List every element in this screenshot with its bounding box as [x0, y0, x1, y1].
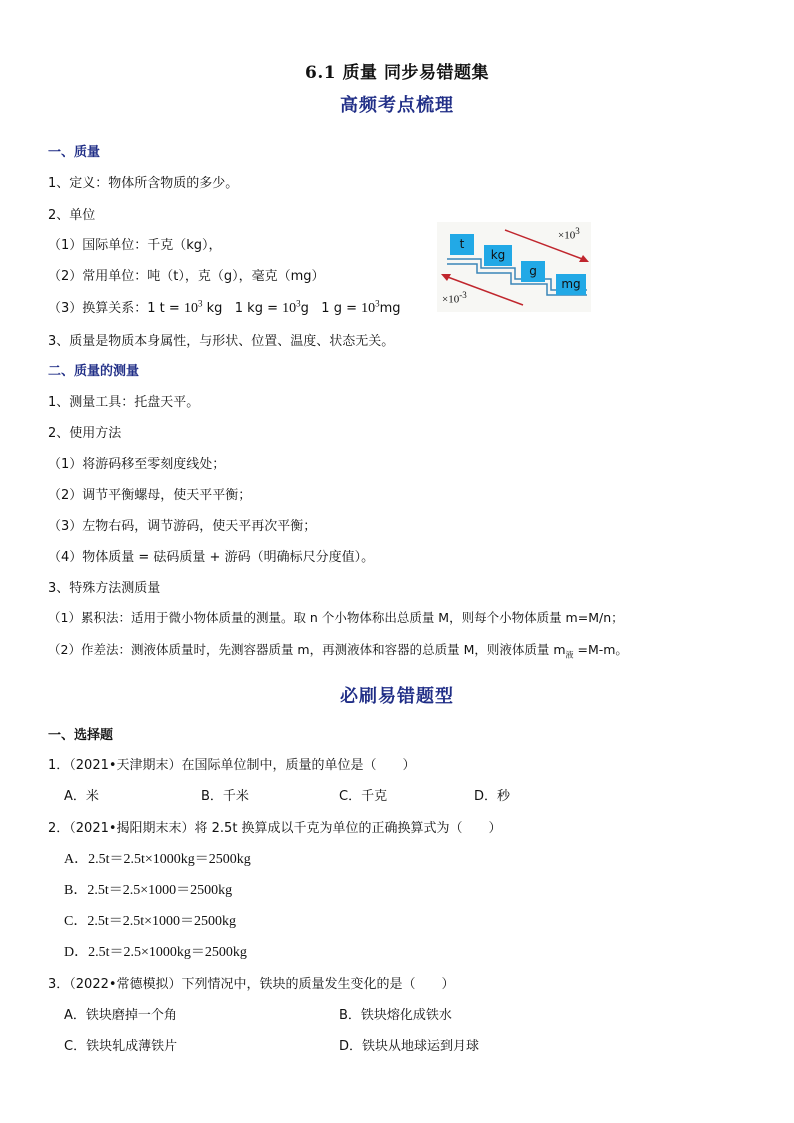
- multiply-label-base: ×10: [558, 229, 576, 242]
- difference-method-end: =M-m。: [573, 642, 628, 657]
- question-3-option-c: C．铁块轧成薄铁片: [64, 1039, 178, 1054]
- question-3-option-a: A．铁块磨掉一个角: [64, 1008, 177, 1023]
- conversion-kg: 1 kg =: [234, 301, 283, 316]
- page-title: 6.1 质量 同步易错题集: [305, 63, 489, 83]
- section-title-key-points: 高频考点梳理: [340, 95, 454, 116]
- section-heading-mass: 一、质量: [48, 145, 101, 160]
- unit-box-kg: kg: [484, 245, 512, 266]
- multiply-label-exp: 3: [575, 226, 580, 236]
- special-method-heading: 3、特殊方法测质量: [48, 581, 161, 596]
- step-1: （1）将游码移至零刻度线处；: [48, 457, 226, 472]
- conversion-g: 1 g =: [321, 301, 362, 316]
- question-3-option-b: B．铁块熔化成铁水: [339, 1008, 452, 1023]
- question-3-option-d: D．铁块从地球运到月球: [339, 1039, 480, 1054]
- unit-box-t: t: [450, 234, 474, 255]
- question-2-option-b: B．2.5t＝2.5×1000＝2500kg: [64, 883, 233, 898]
- power-exp: 3: [197, 298, 203, 309]
- accumulation-method: （1）累积法：适用于微小物体质量的测量。取 n 个小物体称出总质量 M，则每个小物体质量 m=M/n；: [48, 610, 624, 625]
- method-heading: 2、使用方法: [48, 426, 122, 441]
- unit-conversion-diagram: [437, 222, 591, 312]
- step-4: （4）物体质量 = 砝码质量 + 游码（明确标尺分度值）。: [48, 550, 375, 565]
- step-2: （2）调节平衡螺母，使天平平衡；: [48, 488, 252, 503]
- unit-heading: 2、单位: [48, 208, 96, 223]
- question-1-option-d: D．秒: [474, 789, 511, 804]
- conversion-kg-unit: kg: [206, 301, 223, 316]
- question-1-stem: 1．（2021•天津期末）在国际单位制中，质量的单位是（ ）: [48, 758, 416, 773]
- power-base: 10: [282, 301, 297, 316]
- step-3: （3）左物右码，调节游码，使天平再次平衡；: [48, 519, 317, 534]
- liquid-subscript: 液: [565, 650, 574, 660]
- divide-label: [442, 290, 467, 306]
- conversion-line: [48, 297, 401, 317]
- question-3-stem: 3．（2022•常德模拟）下列情况中，铁块的质量发生变化的是（ ）: [48, 977, 455, 992]
- conversion-mg-unit: mg: [379, 301, 401, 316]
- section-heading-measurement: 二、质量的测量: [48, 364, 140, 379]
- question-2-stem: 2．（2021•揭阳期末末）将 2.5t 换算成以千克为单位的正确换算式为（ ）: [48, 821, 502, 836]
- unit-box-mg: mg: [556, 274, 586, 295]
- question-2-option-a: A．2.5t＝2.5t×1000kg＝2500kg: [64, 852, 251, 867]
- divide-label-exp: -3: [459, 290, 467, 300]
- common-units-line: （2）常用单位：吨（t），克（g），毫克（mg）: [48, 269, 325, 284]
- difference-method: [48, 640, 628, 661]
- conversion-g-unit: g: [300, 301, 309, 316]
- power-exp: 3: [375, 298, 380, 309]
- power-exp: 3: [296, 298, 301, 309]
- conversion-t: 1 t =: [147, 301, 184, 316]
- question-1-option-a: A．米: [64, 789, 99, 804]
- question-2-option-d: D．2.5t＝2.5×1000kg＝2500kg: [64, 945, 247, 960]
- power-base: 10: [183, 301, 198, 316]
- difference-method-text: （2）作差法：测液体质量时，先测容器质量 m，再测液体和容器的总质量 M，则液体质量 m: [48, 642, 566, 657]
- section-title-exercises: 必刷易错题型: [340, 686, 454, 707]
- question-1-option-c: C．千克: [339, 789, 388, 804]
- divide-label-base: ×10: [442, 293, 460, 306]
- definition-line: 1、定义：物体所含物质的多少。: [48, 176, 239, 191]
- conversion-prefix: （3）换算关系：: [48, 301, 148, 316]
- section-heading-choice: 一、选择题: [48, 728, 114, 743]
- si-unit-line: （1）国际单位：千克（kg），: [48, 238, 222, 253]
- tool-line: 1、测量工具：托盘天平。: [48, 395, 200, 410]
- power-base: 10: [361, 301, 376, 316]
- unit-box-g: g: [521, 261, 545, 282]
- property-line: 3、质量是物质本身属性，与形状、位置、温度、状态无关。: [48, 334, 395, 349]
- question-1-option-b: B．千米: [201, 789, 249, 804]
- multiply-label: [558, 226, 580, 242]
- question-2-option-c: C．2.5t＝2.5t×1000＝2500kg: [64, 914, 237, 929]
